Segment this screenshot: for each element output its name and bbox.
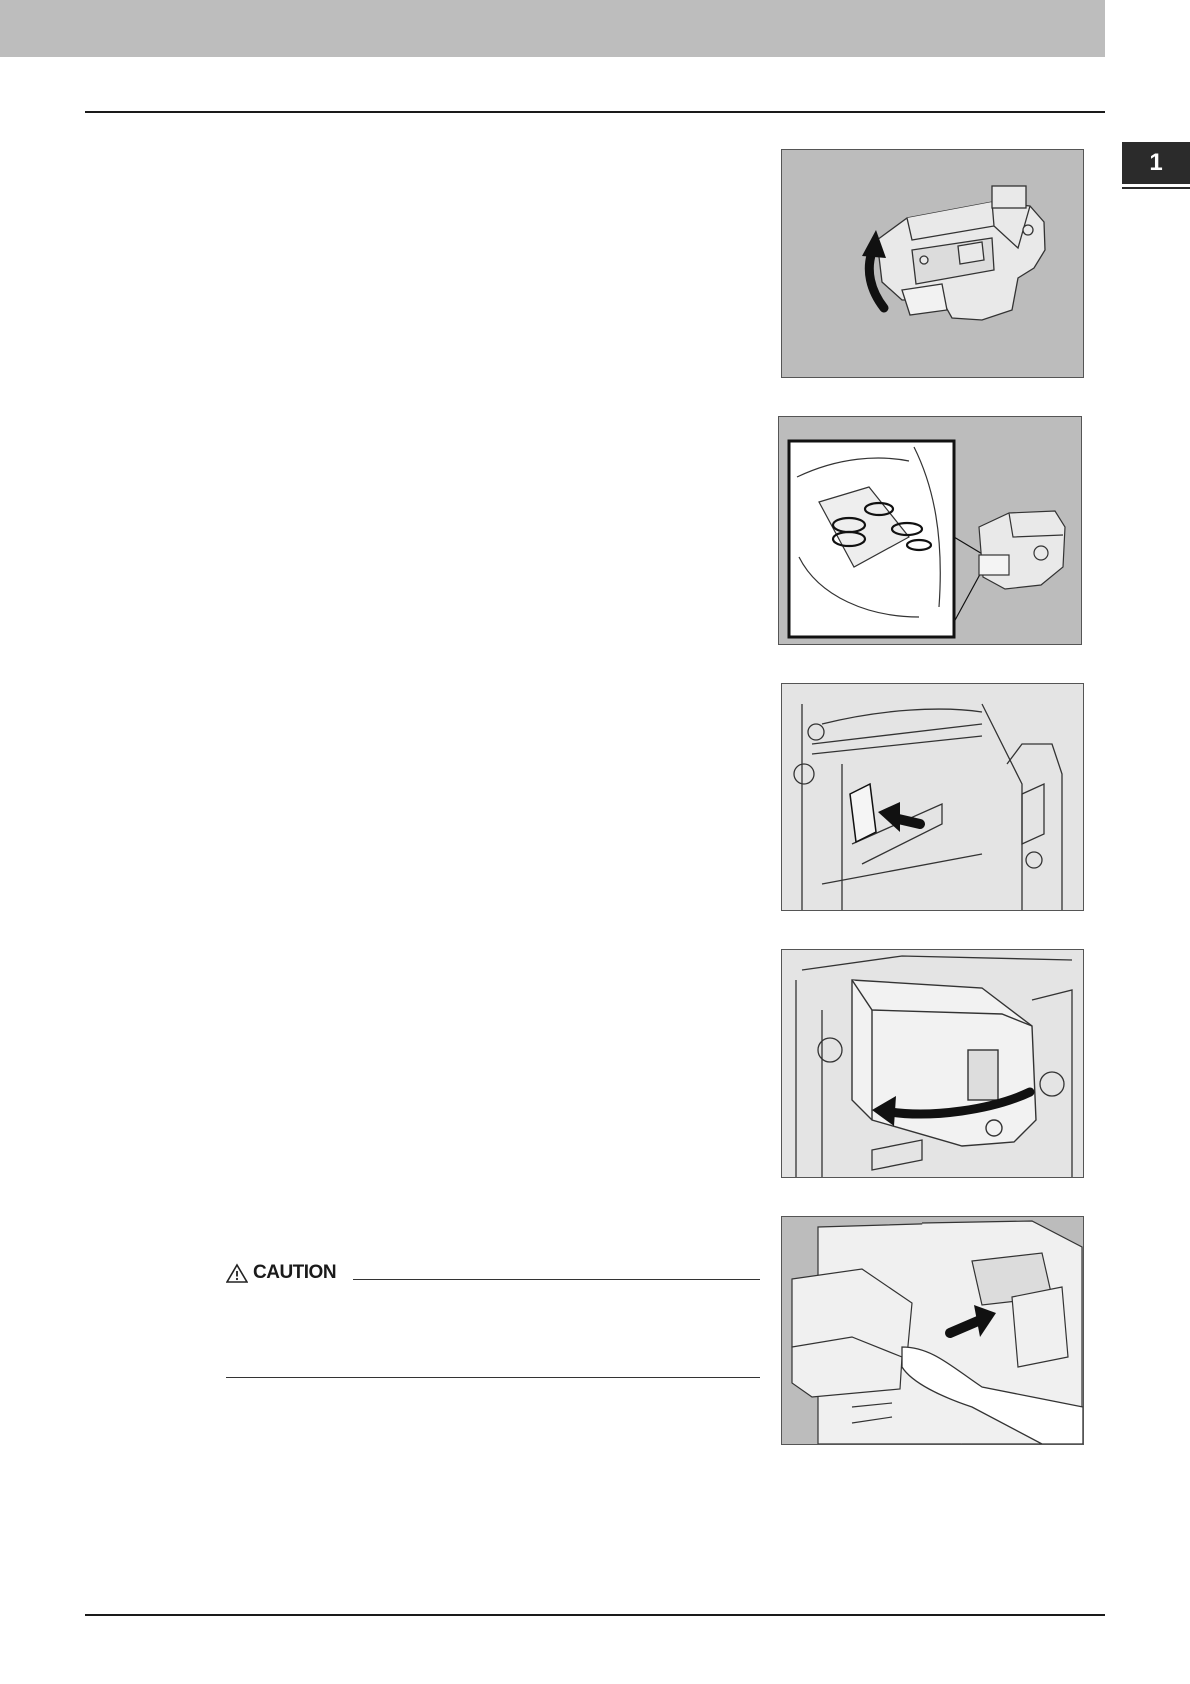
caution-heading <box>226 1262 336 1284</box>
caution-bottom-rule <box>226 1377 760 1378</box>
callout-box <box>789 441 984 637</box>
staple-jam-drawing <box>779 417 1081 644</box>
lever-push-figure <box>781 683 1084 911</box>
chapter-number: 1 <box>1149 149 1163 176</box>
footer-rule <box>85 1614 1105 1616</box>
finisher-close-drawing <box>782 1217 1083 1444</box>
header-rule <box>85 111 1105 113</box>
caution-label: CAUTION <box>253 1262 337 1283</box>
chapter-tab-underline <box>1122 187 1190 189</box>
lever-push-drawing <box>782 684 1083 910</box>
stapler-unit-pull-drawing <box>782 950 1083 1177</box>
stapler-unit-pull-figure <box>781 949 1084 1178</box>
caution-top-rule <box>353 1279 760 1280</box>
stapler-unit-lift-figure <box>781 149 1084 378</box>
warning-triangle-icon <box>226 1263 248 1283</box>
stapler-unit-drawing <box>782 150 1083 377</box>
chapter-tab[interactable] <box>1122 142 1190 184</box>
finisher-close-figure <box>781 1216 1084 1445</box>
caution-block <box>226 1262 760 1378</box>
staple-jam-detail-figure <box>778 416 1082 645</box>
header-bar <box>0 0 1105 57</box>
